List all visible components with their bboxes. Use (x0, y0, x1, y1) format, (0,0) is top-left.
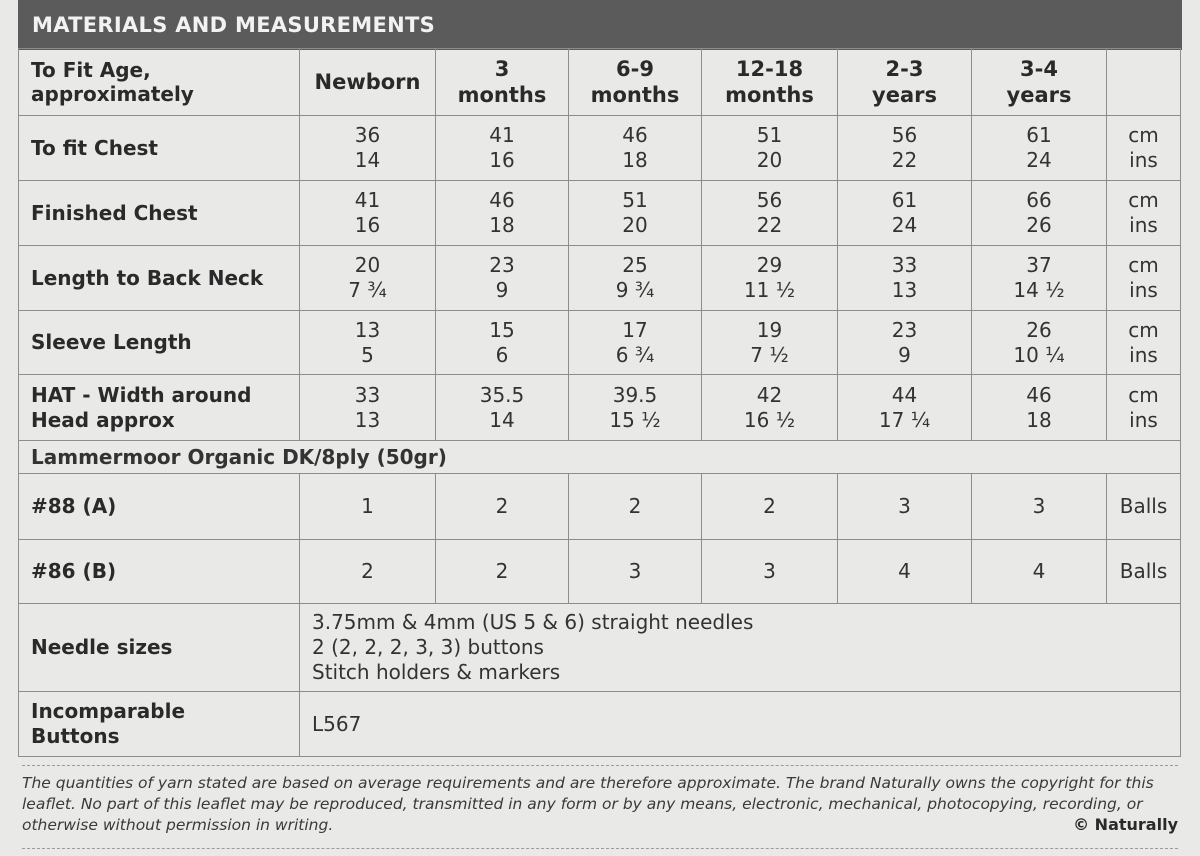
yarn-row (19, 474, 1181, 540)
value-cell: 2 (436, 540, 569, 604)
measurement-row (19, 181, 1181, 246)
value-cell: 25 9 ¾ (569, 246, 702, 311)
value-cell: 37 14 ½ (972, 246, 1107, 311)
row-label: To fit Chest (19, 116, 300, 181)
buttons-row (19, 692, 1181, 757)
value-cell: 15 6 (436, 311, 569, 375)
row-label: HAT - Width around Head approx (19, 375, 300, 441)
value-cell: 20 7 ¾ (300, 246, 436, 311)
yarn-row (19, 540, 1181, 604)
value-cell: 2 (569, 474, 702, 540)
value-cell: 4 (838, 540, 972, 604)
measurement-row (19, 116, 1181, 181)
section-header (18, 0, 1182, 50)
needles-row (19, 604, 1181, 692)
value-cell: 56 22 (702, 181, 838, 246)
unit-cell: cm ins (1107, 116, 1181, 181)
value-cell: 1 (300, 474, 436, 540)
age-header-label: To Fit Age, approximately (19, 49, 300, 116)
value-cell: 3 (838, 474, 972, 540)
size-col-header: 3-4 years (972, 49, 1107, 116)
row-label: Length to Back Neck (19, 246, 300, 311)
value-cell: 2 (702, 474, 838, 540)
unit-col-header (1107, 49, 1181, 116)
row-label: Finished Chest (19, 181, 300, 246)
row-label: Sleeve Length (19, 311, 300, 375)
divider (22, 765, 1178, 766)
value-cell: 56 22 (838, 116, 972, 181)
value-cell: 4 (972, 540, 1107, 604)
unit-cell: cm ins (1107, 246, 1181, 311)
unit-cell: cm ins (1107, 311, 1181, 375)
value-cell: 2 (300, 540, 436, 604)
value-cell: 41 16 (436, 116, 569, 181)
size-col-header: Newborn (300, 49, 436, 116)
measurement-row (19, 375, 1181, 441)
size-header-row (19, 49, 1181, 116)
section-title: MATERIALS AND MEASUREMENTS (32, 13, 436, 37)
size-col-header: 6-9 months (569, 49, 702, 116)
unit-cell: cm ins (1107, 375, 1181, 441)
value-cell: 51 20 (702, 116, 838, 181)
row-label: Needle sizes (19, 604, 300, 692)
value-cell: 23 9 (436, 246, 569, 311)
measurement-row (19, 246, 1181, 311)
unit-cell: Balls (1107, 540, 1181, 604)
value-cell: 41 16 (300, 181, 436, 246)
value-cell: 39.5 15 ½ (569, 375, 702, 441)
size-col-header: 3 months (436, 49, 569, 116)
value-cell: 23 9 (838, 311, 972, 375)
row-label: #86 (B) (19, 540, 300, 604)
unit-cell: cm ins (1107, 181, 1181, 246)
footer-note: The quantities of yarn stated are based on average requirements and are therefore approximate. The brand Naturally owns the copyright for this leaflet. No part of this leaflet may be reproduced, transmitted in any form or by any means, electronic, mechanical, photocopying, recording, or otherwise without permission in writing. (22, 774, 1154, 834)
value-cell: 66 26 (972, 181, 1107, 246)
row-label: #88 (A) (19, 474, 300, 540)
value-cell: 19 7 ½ (702, 311, 838, 375)
size-col-header: 2-3 years (838, 49, 972, 116)
value-cell: 17 6 ¾ (569, 311, 702, 375)
needles-notes: 3.75mm & 4mm (US 5 & 6) straight needles 2 (2, 2, 2, 3, 3) buttons Stitch holders & markers (300, 604, 1181, 692)
unit-cell: Balls (1107, 474, 1181, 540)
value-cell: 61 24 (972, 116, 1107, 181)
copyright: © Naturally (1073, 815, 1178, 834)
size-col-header: 12-18 months (702, 49, 838, 116)
measurement-row (19, 311, 1181, 375)
value-cell: 42 16 ½ (702, 375, 838, 441)
value-cell: 3 (702, 540, 838, 604)
value-cell: 46 18 (436, 181, 569, 246)
value-cell: 3 (972, 474, 1107, 540)
divider (22, 848, 1178, 849)
value-cell: 33 13 (838, 246, 972, 311)
value-cell: 46 18 (972, 375, 1107, 441)
value-cell: 29 11 ½ (702, 246, 838, 311)
value-cell: 36 14 (300, 116, 436, 181)
measurements-table (18, 48, 1181, 757)
value-cell: 13 5 (300, 311, 436, 375)
value-cell: 44 17 ¼ (838, 375, 972, 441)
yarn-title-row (19, 441, 1181, 474)
yarn-title: Lammermoor Organic DK/8ply (50gr) (19, 441, 1181, 474)
value-cell: 61 24 (838, 181, 972, 246)
value-cell: 46 18 (569, 116, 702, 181)
row-label: Incomparable Buttons (19, 692, 300, 757)
value-cell: 3 (569, 540, 702, 604)
value-cell: 35.5 14 (436, 375, 569, 441)
value-cell: 51 20 (569, 181, 702, 246)
value-cell: 26 10 ¼ (972, 311, 1107, 375)
value-cell: 33 13 (300, 375, 436, 441)
value-cell: 2 (436, 474, 569, 540)
buttons-value: L567 (300, 692, 1181, 757)
